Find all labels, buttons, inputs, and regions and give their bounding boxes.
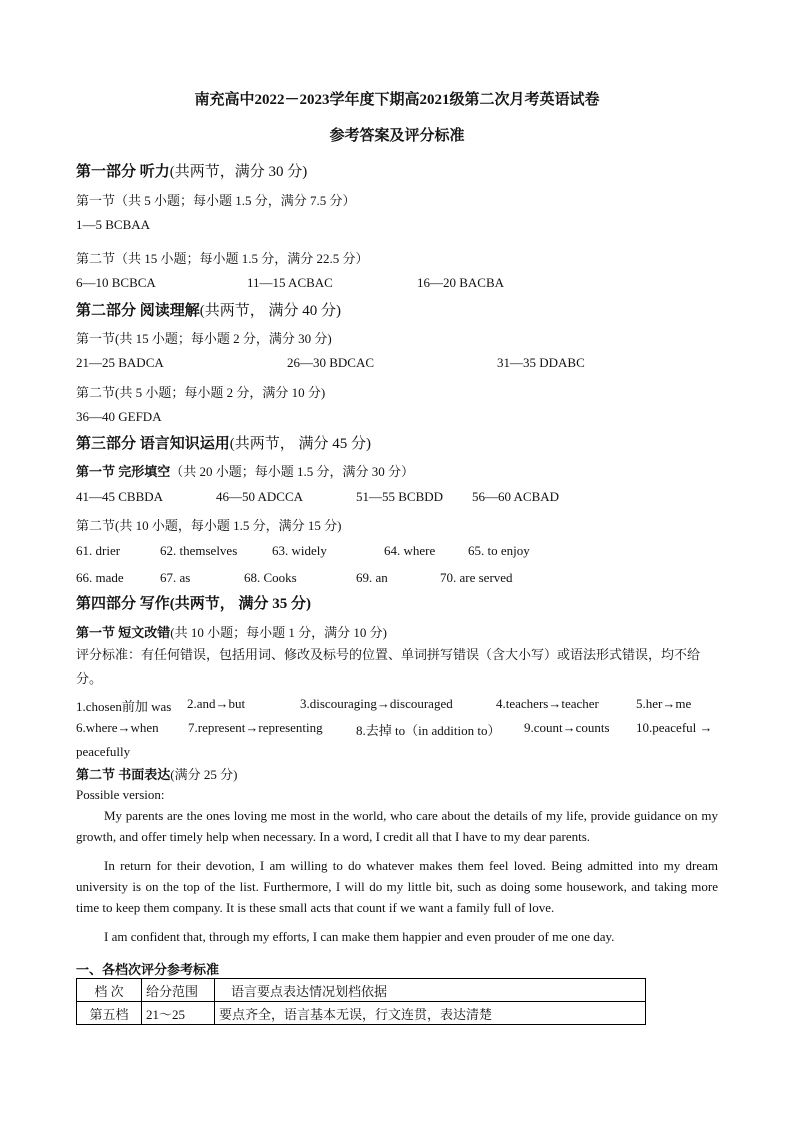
table-row [77,1002,646,1025]
answer-item: 64. where [384,543,436,558]
part1-sec2-label: 第二节（共 15 小题；每小题 1.5 分，满分 22.5 分） [76,251,369,266]
correction-item: 10.peaceful → [636,720,713,735]
scoring-criteria: 评分标准：有任何错误，包括用词、修改及标号的位置、单词拼写错误（含大小写）或语法形式错误，均不给分。 [76,647,701,686]
correction-item: 2.and→but [187,696,246,711]
part2-sec2-answers: 36—40 GEFDA [76,409,162,424]
answer-group: 21—25 BADCA [76,355,164,370]
answer-item: 70. are served [440,570,513,585]
answer-group: 11—15 ACBAC [247,275,333,290]
essay-paragraph: I am confident that, through my efforts, I can make them happier and even prouder of me one day. [104,929,615,944]
part3-sec2-label: 第二节(共 10 小题，每小题 1.5 分，满分 15 分) [76,518,342,533]
table-header: 给分范围 [142,979,215,1002]
correction-item: 7.represent→representing [188,720,323,735]
part1-sec1-answers: 1—5 BCBAA [76,217,151,232]
page-title: 南充高中2022－2023学年度下期高2021级第二次月考英语试卷 [194,92,600,108]
part4-heading: 第四部分 写作(共两节， 满分 35 分) [76,596,311,612]
possible-version-label: Possible version: [76,787,165,802]
page-subtitle: 参考答案及评分标准 [329,128,465,144]
answer-item: 63. widely [272,543,327,558]
table-cell: 第五档 [77,1002,142,1025]
part4-sec1-label: 第一节 短文改错(共 10 小题；每小题 1 分，满分 10 分) [76,625,387,640]
answer-group: 26—30 BDCAC [287,355,375,370]
correction-item: 5.her→me [636,696,692,711]
scoring-table [76,978,646,1025]
table-header: 档 次 [77,979,142,1002]
table-cell: 21～25 [142,1002,215,1025]
answer-item: 65. to enjoy [468,543,530,558]
correction-item: 1.chosen前加 was [76,699,172,714]
part4-sec2-label: 第二节 书面表达(满分 25 分) [76,767,238,782]
part2-sec2-label: 第二节(共 5 小题；每小题 2 分，满分 10 分) [76,385,326,400]
scoring-heading: 一、各档次评分参考标准 [76,962,220,977]
answer-group: 46—50 ADCCA [216,489,304,504]
part1-heading: 第一部分 听力(共两节，满分 30 分) [76,164,308,180]
essay-paragraph: My parents are the ones loving me most in the world, who care about the details of my life, provide guidance on my growth, and offer timely help when necessary. In a word, I credit all that I have to my dear parents. [76,808,718,844]
answer-group: 31—35 DDABC [497,355,585,370]
answer-item: 61. drier [76,543,121,558]
answer-group: 6—10 BCBCA [76,275,156,290]
answer-group: 51—55 BCBDD [356,489,444,504]
table-header: 语言要点表达情况划档依据 [215,979,646,1002]
correction-item: peacefully [76,744,131,759]
answer-group: 56—60 ACBAD [472,489,560,504]
part1-sec1-label: 第一节（共 5 小题；每小题 1.5 分，满分 7.5 分） [76,193,356,208]
correction-item: 6.where→when [76,720,159,735]
answer-item: 68. Cooks [244,570,297,585]
answer-item: 62. themselves [160,543,238,558]
answer-group: 41—45 CBBDA [76,489,164,504]
part3-heading: 第三部分 语言知识运用(共两节， 满分 45 分) [76,436,372,452]
answer-item: 67. as [160,570,191,585]
part2-sec1-label: 第一节(共 15 小题；每小题 2 分，满分 30 分) [76,331,332,346]
table-header-row [77,979,646,1002]
correction-item: 4.teachers→teacher [496,696,599,711]
part2-heading: 第二部分 阅读理解(共两节， 满分 40 分) [76,303,342,319]
correction-item: 9.count→counts [524,720,610,735]
answer-group: 16—20 BACBA [417,275,505,290]
correction-item: 8.去掉 to（in addition to） [356,723,501,738]
answer-item: 69. an [356,570,388,585]
part3-sec1-label: 第一节 完形填空（共 20 小题；每小题 1.5 分，满分 30 分） [76,464,415,479]
essay-paragraph: In return for their devotion, I am willing to do whatever makes them feel loved. Being admitted into my dream university is on the top of the list. Furthermore, I will do my little bit, such as doing some housework, and taking more time to keep them company. It is these small acts that count if we want a family full of love. [76,858,718,915]
answer-item: 66. made [76,570,124,585]
table-cell: 要点齐全，语言基本无误，行文连贯，表达清楚 [215,1002,646,1025]
correction-item: 3.discouraging→discouraged [300,696,453,711]
